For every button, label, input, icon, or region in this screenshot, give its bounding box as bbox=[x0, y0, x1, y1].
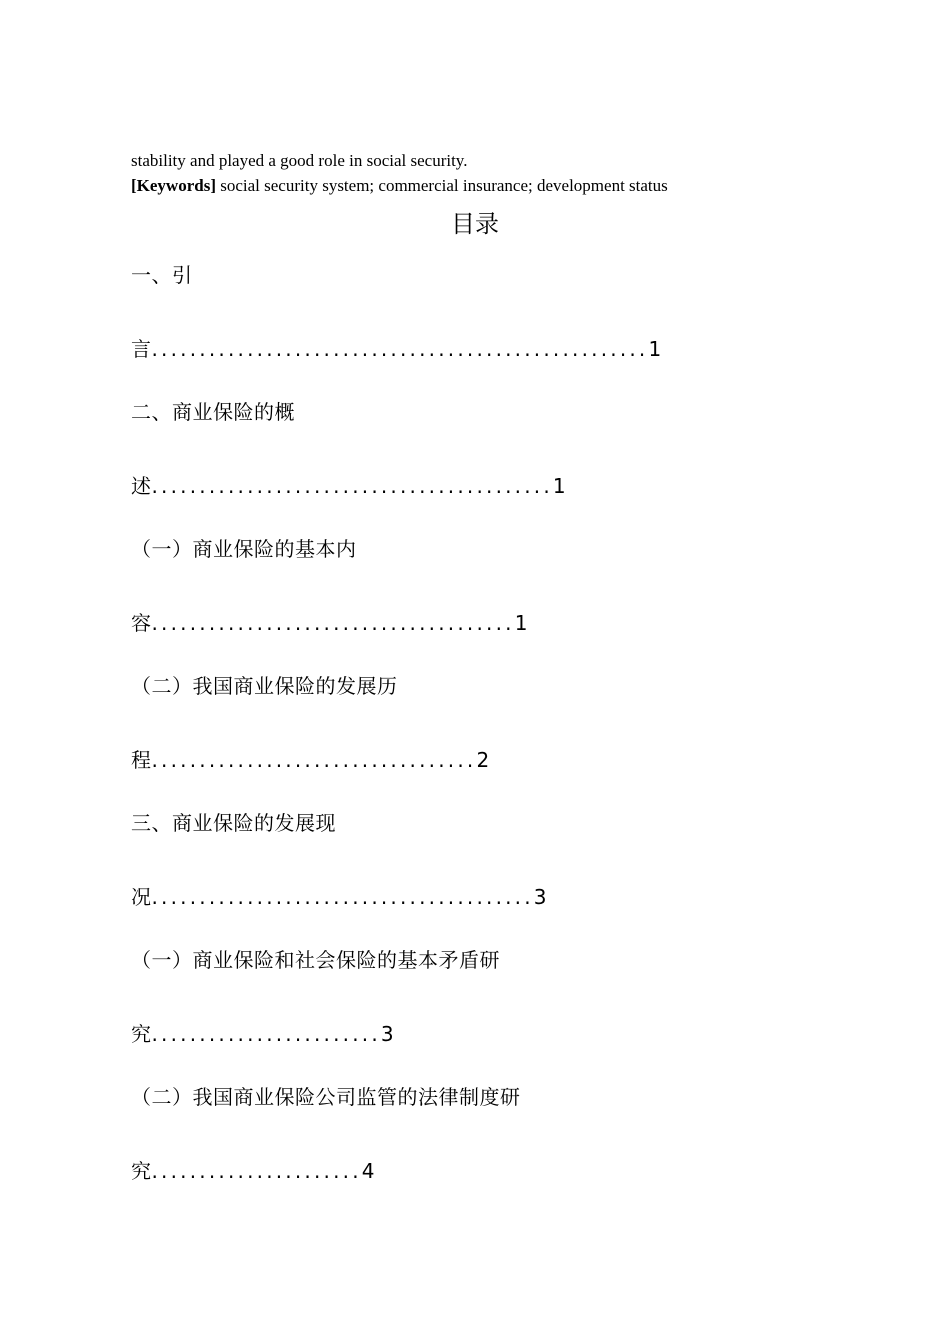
toc-page-number: 3 bbox=[380, 1022, 395, 1046]
abstract-line-text: stability and played a good role in social security. bbox=[131, 151, 468, 170]
toc-dot-leader: ...................... bbox=[151, 1159, 362, 1183]
keywords-text: social security system; commercial insurance; development status bbox=[215, 176, 668, 195]
toc-entry-text: 况 bbox=[131, 885, 152, 909]
toc-entry-6-heading bbox=[131, 947, 500, 973]
toc-page-number: 1 bbox=[552, 474, 567, 498]
toc-entry-text: （一）商业保险和社会保险的基本矛盾研 bbox=[131, 948, 500, 972]
toc-entry-text: 究 bbox=[131, 1022, 152, 1046]
toc-dot-leader: ...................................... bbox=[151, 611, 515, 635]
toc-dot-leader: .......................................... bbox=[151, 474, 553, 498]
toc-dot-leader: ........................................ bbox=[151, 885, 534, 909]
keywords-label: [Keywords] bbox=[131, 176, 216, 195]
toc-entry-1-heading bbox=[131, 262, 193, 288]
toc-entry-1-continuation bbox=[131, 336, 662, 362]
toc-entry-text: 述 bbox=[131, 474, 152, 498]
toc-page-number: 3 bbox=[533, 885, 548, 909]
toc-dot-leader: ........................ bbox=[151, 1022, 381, 1046]
toc-entry-6-continuation bbox=[131, 1021, 394, 1047]
toc-entry-text: 一、引 bbox=[131, 263, 193, 287]
toc-page-number: 1 bbox=[648, 337, 662, 361]
toc-entry-text: 容 bbox=[131, 611, 152, 635]
toc-entry-text: 言 bbox=[131, 337, 152, 361]
toc-dot-leader: .................................. bbox=[151, 748, 477, 772]
toc-page-number: 4 bbox=[361, 1159, 375, 1183]
toc-entry-text: 程 bbox=[131, 748, 152, 772]
toc-entry-5-continuation bbox=[131, 884, 547, 910]
toc-entry-7-heading bbox=[131, 1084, 521, 1110]
toc-page-number: 1 bbox=[514, 611, 528, 635]
keywords-line bbox=[131, 175, 668, 197]
toc-dot-leader: .................................................... bbox=[151, 337, 649, 361]
toc-entry-text: 二、商业保险的概 bbox=[131, 400, 295, 424]
toc-entry-5-heading bbox=[131, 810, 336, 836]
toc-entry-text: 究 bbox=[131, 1159, 152, 1183]
abstract-closing-line bbox=[131, 150, 467, 172]
toc-entry-4-continuation bbox=[131, 747, 490, 773]
toc-page-number: 2 bbox=[476, 748, 490, 772]
toc-entry-4-heading bbox=[131, 673, 398, 699]
toc-entry-text: （二）我国商业保险公司监管的法律制度研 bbox=[131, 1085, 521, 1109]
toc-entry-text: （一）商业保险的基本内 bbox=[131, 537, 357, 561]
toc-entry-7-continuation bbox=[131, 1158, 375, 1184]
toc-entry-3-heading bbox=[131, 536, 357, 562]
toc-title: 目录 bbox=[451, 210, 499, 238]
toc-entry-3-continuation bbox=[131, 610, 528, 636]
toc-entry-2-heading bbox=[131, 399, 295, 425]
toc-entry-2-continuation bbox=[131, 473, 566, 499]
toc-entry-text: （二）我国商业保险的发展历 bbox=[131, 674, 398, 698]
toc-entry-text: 三、商业保险的发展现 bbox=[131, 811, 336, 835]
